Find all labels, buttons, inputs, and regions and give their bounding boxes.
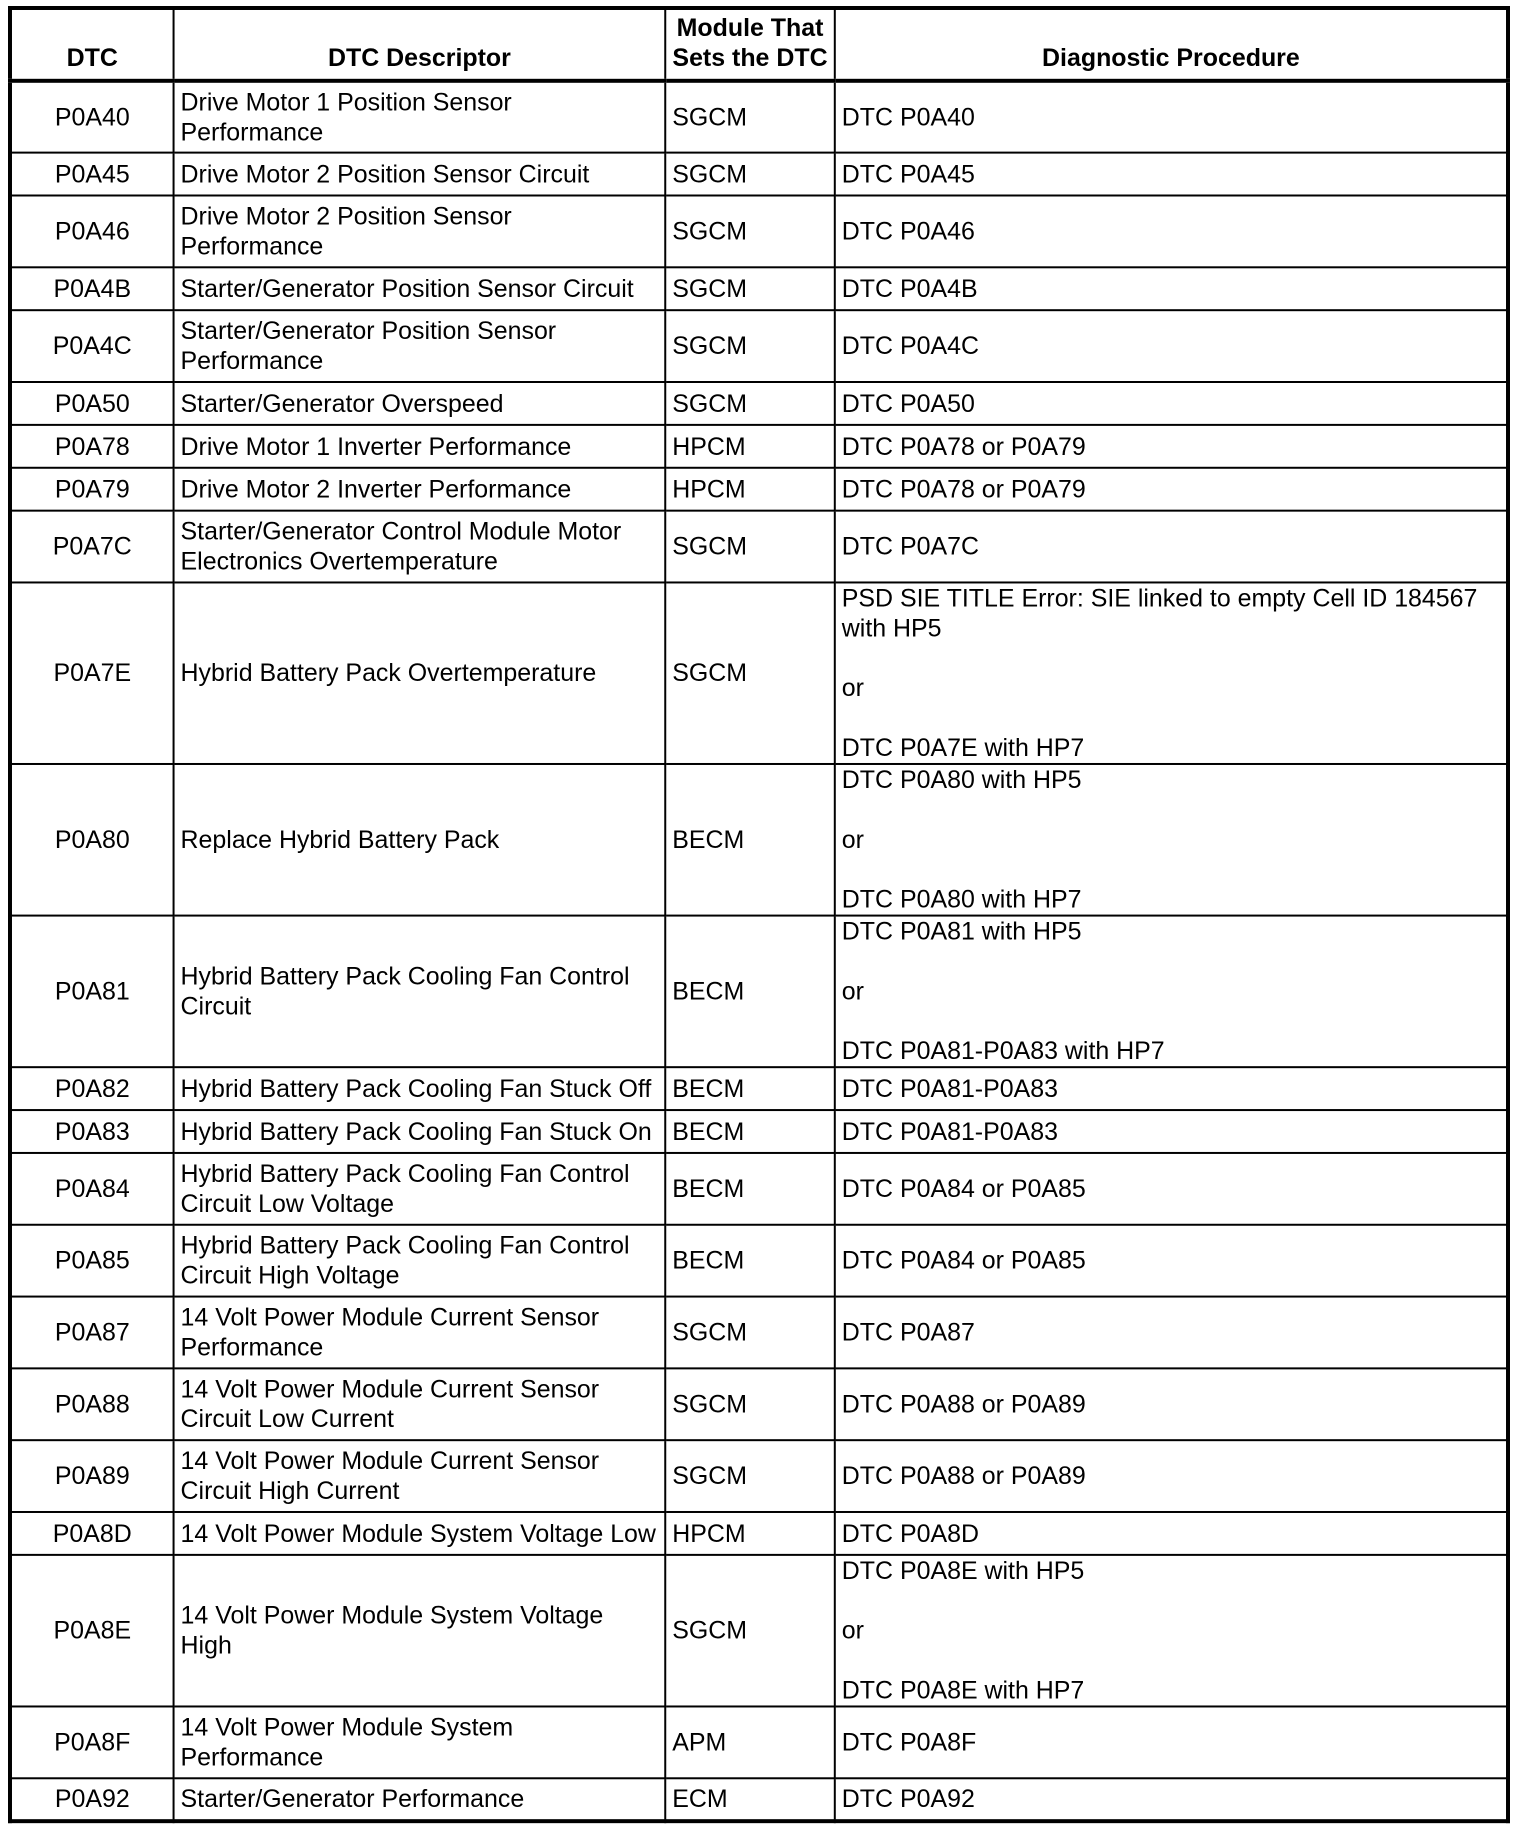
- dtc-descriptor-cell: Starter/Generator Position Sensor Circuit: [174, 267, 666, 310]
- diagnostic-procedure-cell: DTC P0A8F: [835, 1706, 1508, 1778]
- table-row: [10, 1225, 1508, 1297]
- dtc-descriptor-cell: 14 Volt Power Module Current Sensor Performance: [174, 1297, 666, 1369]
- dtc-descriptor-cell: Hybrid Battery Pack Cooling Fan Control Circuit High Voltage: [174, 1225, 666, 1297]
- module-cell: SGCM: [665, 195, 835, 267]
- dtc-code-cell: P0A89: [10, 1440, 174, 1512]
- dtc-descriptor-cell: Replace Hybrid Battery Pack: [174, 764, 666, 916]
- dtc-descriptor-cell: 14 Volt Power Module Current Sensor Circuit Low Current: [174, 1368, 666, 1440]
- dtc-code-cell: P0A4B: [10, 267, 174, 310]
- dtc-descriptor-cell: Starter/Generator Control Module Motor Electronics Overtemperature: [174, 511, 666, 583]
- diagnostic-procedure-cell: DTC P0A81-P0A83: [835, 1110, 1508, 1153]
- module-cell: BECM: [665, 1153, 835, 1225]
- diagnostic-procedure-cell: PSD SIE TITLE Error: SIE linked to empty Cell ID 184567 with HP5 or DTC P0A7E with HP7: [835, 582, 1508, 764]
- dtc-descriptor-cell: Drive Motor 2 Position Sensor Performance: [174, 195, 666, 267]
- module-cell: SGCM: [665, 511, 835, 583]
- diagnostic-procedure-cell: DTC P0A45: [835, 153, 1508, 196]
- table-row: [10, 468, 1508, 511]
- dtc-code-cell: P0A4C: [10, 310, 174, 382]
- diagnostic-procedure-cell: DTC P0A78 or P0A79: [835, 468, 1508, 511]
- dtc-descriptor-cell: Drive Motor 2 Inverter Performance: [174, 468, 666, 511]
- dtc-code-cell: P0A50: [10, 382, 174, 425]
- diagnostic-procedure-cell: DTC P0A4C: [835, 310, 1508, 382]
- table-row: [10, 1512, 1508, 1555]
- diagnostic-procedure-cell: DTC P0A46: [835, 195, 1508, 267]
- table-header: [10, 8, 1508, 81]
- dtc-descriptor-cell: 14 Volt Power Module System Voltage Low: [174, 1512, 666, 1555]
- table-row: [10, 382, 1508, 425]
- diagnostic-procedure-cell: DTC P0A8D: [835, 1512, 1508, 1555]
- dtc-code-cell: P0A46: [10, 195, 174, 267]
- table-row: [10, 195, 1508, 267]
- diagnostic-procedure-cell: DTC P0A84 or P0A85: [835, 1225, 1508, 1297]
- table-row: [10, 1110, 1508, 1153]
- dtc-code-cell: P0A88: [10, 1368, 174, 1440]
- dtc-descriptor-cell: Hybrid Battery Pack Overtemperature: [174, 582, 666, 764]
- module-cell: BECM: [665, 1225, 835, 1297]
- table-row: [10, 310, 1508, 382]
- header-module: Module That Sets the DTC: [665, 8, 835, 81]
- header-procedure: Diagnostic Procedure: [835, 8, 1508, 81]
- dtc-descriptor-cell: Drive Motor 1 Inverter Performance: [174, 425, 666, 468]
- diagnostic-procedure-cell: DTC P0A78 or P0A79: [835, 425, 1508, 468]
- document-page: [8, 6, 1506, 1819]
- module-cell: BECM: [665, 916, 835, 1068]
- dtc-code-cell: P0A8D: [10, 1512, 174, 1555]
- table-row: [10, 1153, 1508, 1225]
- diagnostic-procedure-cell: DTC P0A7C: [835, 511, 1508, 583]
- module-cell: SGCM: [665, 1368, 835, 1440]
- table-row: [10, 267, 1508, 310]
- dtc-code-cell: P0A78: [10, 425, 174, 468]
- diagnostic-procedure-cell: DTC P0A4B: [835, 267, 1508, 310]
- header-dtc: DTC: [10, 8, 174, 81]
- diagnostic-procedure-cell: DTC P0A81 with HP5 or DTC P0A81-P0A83 with HP7: [835, 916, 1508, 1068]
- dtc-code-cell: P0A8F: [10, 1706, 174, 1778]
- dtc-code-cell: P0A82: [10, 1067, 174, 1110]
- table-row: [10, 1440, 1508, 1512]
- module-cell: ECM: [665, 1778, 835, 1821]
- module-cell: BECM: [665, 764, 835, 916]
- dtc-code-cell: P0A79: [10, 468, 174, 511]
- dtc-descriptor-cell: Hybrid Battery Pack Cooling Fan Stuck Off: [174, 1067, 666, 1110]
- module-cell: SGCM: [665, 81, 835, 153]
- diagnostic-procedure-cell: DTC P0A92: [835, 1778, 1508, 1821]
- dtc-code-cell: P0A45: [10, 153, 174, 196]
- dtc-code-cell: P0A87: [10, 1297, 174, 1369]
- module-cell: SGCM: [665, 153, 835, 196]
- diagnostic-procedure-cell: DTC P0A81-P0A83: [835, 1067, 1508, 1110]
- table-row: [10, 81, 1508, 153]
- table-row: [10, 1368, 1508, 1440]
- module-cell: SGCM: [665, 310, 835, 382]
- module-cell: APM: [665, 1706, 835, 1778]
- dtc-descriptor-cell: Drive Motor 1 Position Sensor Performance: [174, 81, 666, 153]
- dtc-code-cell: P0A8E: [10, 1555, 174, 1707]
- dtc-code-cell: P0A40: [10, 81, 174, 153]
- module-cell: SGCM: [665, 1555, 835, 1707]
- dtc-descriptor-cell: 14 Volt Power Module Current Sensor Circuit High Current: [174, 1440, 666, 1512]
- dtc-code-cell: P0A80: [10, 764, 174, 916]
- dtc-descriptor-cell: Starter/Generator Position Sensor Performance: [174, 310, 666, 382]
- dtc-code-cell: P0A7E: [10, 582, 174, 764]
- table-row: [10, 153, 1508, 196]
- module-cell: SGCM: [665, 382, 835, 425]
- diagnostic-procedure-cell: DTC P0A50: [835, 382, 1508, 425]
- table-row: [10, 511, 1508, 583]
- dtc-table: [8, 6, 1510, 1823]
- header-descriptor: DTC Descriptor: [174, 8, 666, 81]
- module-cell: SGCM: [665, 1297, 835, 1369]
- table-body: [10, 81, 1508, 1821]
- dtc-descriptor-cell: Hybrid Battery Pack Cooling Fan Control Circuit Low Voltage: [174, 1153, 666, 1225]
- module-cell: HPCM: [665, 425, 835, 468]
- table-row: [10, 425, 1508, 468]
- module-cell: SGCM: [665, 1440, 835, 1512]
- dtc-code-cell: P0A7C: [10, 511, 174, 583]
- module-cell: BECM: [665, 1110, 835, 1153]
- module-cell: BECM: [665, 1067, 835, 1110]
- table-row: [10, 1778, 1508, 1821]
- dtc-code-cell: P0A85: [10, 1225, 174, 1297]
- module-cell: SGCM: [665, 267, 835, 310]
- dtc-descriptor-cell: Hybrid Battery Pack Cooling Fan Control Circuit: [174, 916, 666, 1068]
- dtc-descriptor-cell: 14 Volt Power Module System Voltage High: [174, 1555, 666, 1707]
- dtc-code-cell: P0A81: [10, 916, 174, 1068]
- module-cell: HPCM: [665, 468, 835, 511]
- dtc-descriptor-cell: Starter/Generator Overspeed: [174, 382, 666, 425]
- table-row: [10, 916, 1508, 1068]
- table-row: [10, 1706, 1508, 1778]
- header-row: [10, 8, 1508, 81]
- table-row: [10, 1555, 1508, 1707]
- diagnostic-procedure-cell: DTC P0A40: [835, 81, 1508, 153]
- dtc-code-cell: P0A92: [10, 1778, 174, 1821]
- dtc-descriptor-cell: Starter/Generator Performance: [174, 1778, 666, 1821]
- diagnostic-procedure-cell: DTC P0A87: [835, 1297, 1508, 1369]
- table-row: [10, 1067, 1508, 1110]
- diagnostic-procedure-cell: DTC P0A88 or P0A89: [835, 1440, 1508, 1512]
- diagnostic-procedure-cell: DTC P0A84 or P0A85: [835, 1153, 1508, 1225]
- diagnostic-procedure-cell: DTC P0A8E with HP5 or DTC P0A8E with HP7: [835, 1555, 1508, 1707]
- dtc-code-cell: P0A83: [10, 1110, 174, 1153]
- diagnostic-procedure-cell: DTC P0A88 or P0A89: [835, 1368, 1508, 1440]
- module-cell: HPCM: [665, 1512, 835, 1555]
- table-row: [10, 764, 1508, 916]
- table-row: [10, 1297, 1508, 1369]
- table-row: [10, 582, 1508, 764]
- diagnostic-procedure-cell: DTC P0A80 with HP5 or DTC P0A80 with HP7: [835, 764, 1508, 916]
- dtc-descriptor-cell: Drive Motor 2 Position Sensor Circuit: [174, 153, 666, 196]
- dtc-descriptor-cell: 14 Volt Power Module System Performance: [174, 1706, 666, 1778]
- dtc-code-cell: P0A84: [10, 1153, 174, 1225]
- dtc-descriptor-cell: Hybrid Battery Pack Cooling Fan Stuck On: [174, 1110, 666, 1153]
- module-cell: SGCM: [665, 582, 835, 764]
